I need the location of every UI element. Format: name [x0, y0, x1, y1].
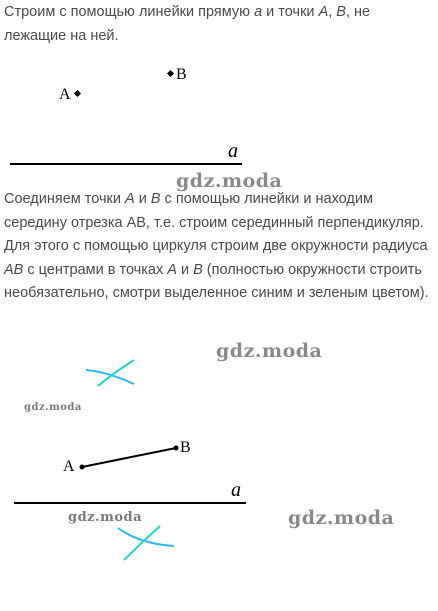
intro-point-b: B: [336, 4, 346, 20]
intro-text-1: Строим с помощью линейки прямую: [4, 4, 255, 20]
figure-2-point-a: [80, 465, 85, 470]
step-center-b: B: [193, 261, 203, 278]
watermark: gdz.moda: [288, 507, 395, 529]
intro-var-a: a: [254, 4, 263, 20]
watermark: gdz.moda: [24, 402, 82, 413]
step-text-2: и: [134, 191, 151, 207]
intro-text-3: , не лежащие на ней.: [4, 4, 371, 44]
watermark: gdz.moda: [216, 340, 323, 362]
step-center-a: A: [167, 261, 177, 278]
step-text-4: с центрами в точках: [23, 261, 168, 278]
step-text-1: Соединяем точки: [4, 191, 126, 207]
intro-text-2: и точки: [262, 4, 319, 20]
intro-point-a: A: [318, 4, 329, 20]
step-radius-ab: AB: [4, 261, 24, 278]
step-text-6: (полностью окружности строить необязательно, смотри выделенное синим и зеленым цветом).: [4, 261, 429, 301]
figure-2-label-a: A: [63, 458, 75, 475]
step-point-a: A: [125, 191, 135, 207]
lower-blue-arc: [118, 528, 174, 546]
figure-2-label-b: B: [180, 439, 191, 456]
figure-2-label-line: a: [231, 479, 241, 501]
intro-separator: ,: [328, 4, 337, 20]
figure-1-label-line: a: [228, 140, 238, 162]
figure-2-segment-ab: [82, 448, 176, 467]
step-text-5: и: [176, 261, 194, 278]
watermark: gdz.moda: [68, 510, 143, 525]
figure-1-label-b: B: [176, 66, 187, 83]
step-point-b: B: [150, 191, 161, 207]
figure-1-label-a: A: [59, 86, 71, 103]
step-text-3: с помощью линейки и находим середину отрезка АВ, т.е. строим серединный перпендикуляр. Для этого с помощью циркуля строим две окружности радиуса: [4, 191, 428, 254]
figure-2-point-b: [174, 446, 179, 451]
watermark: gdz.moda: [176, 170, 283, 192]
